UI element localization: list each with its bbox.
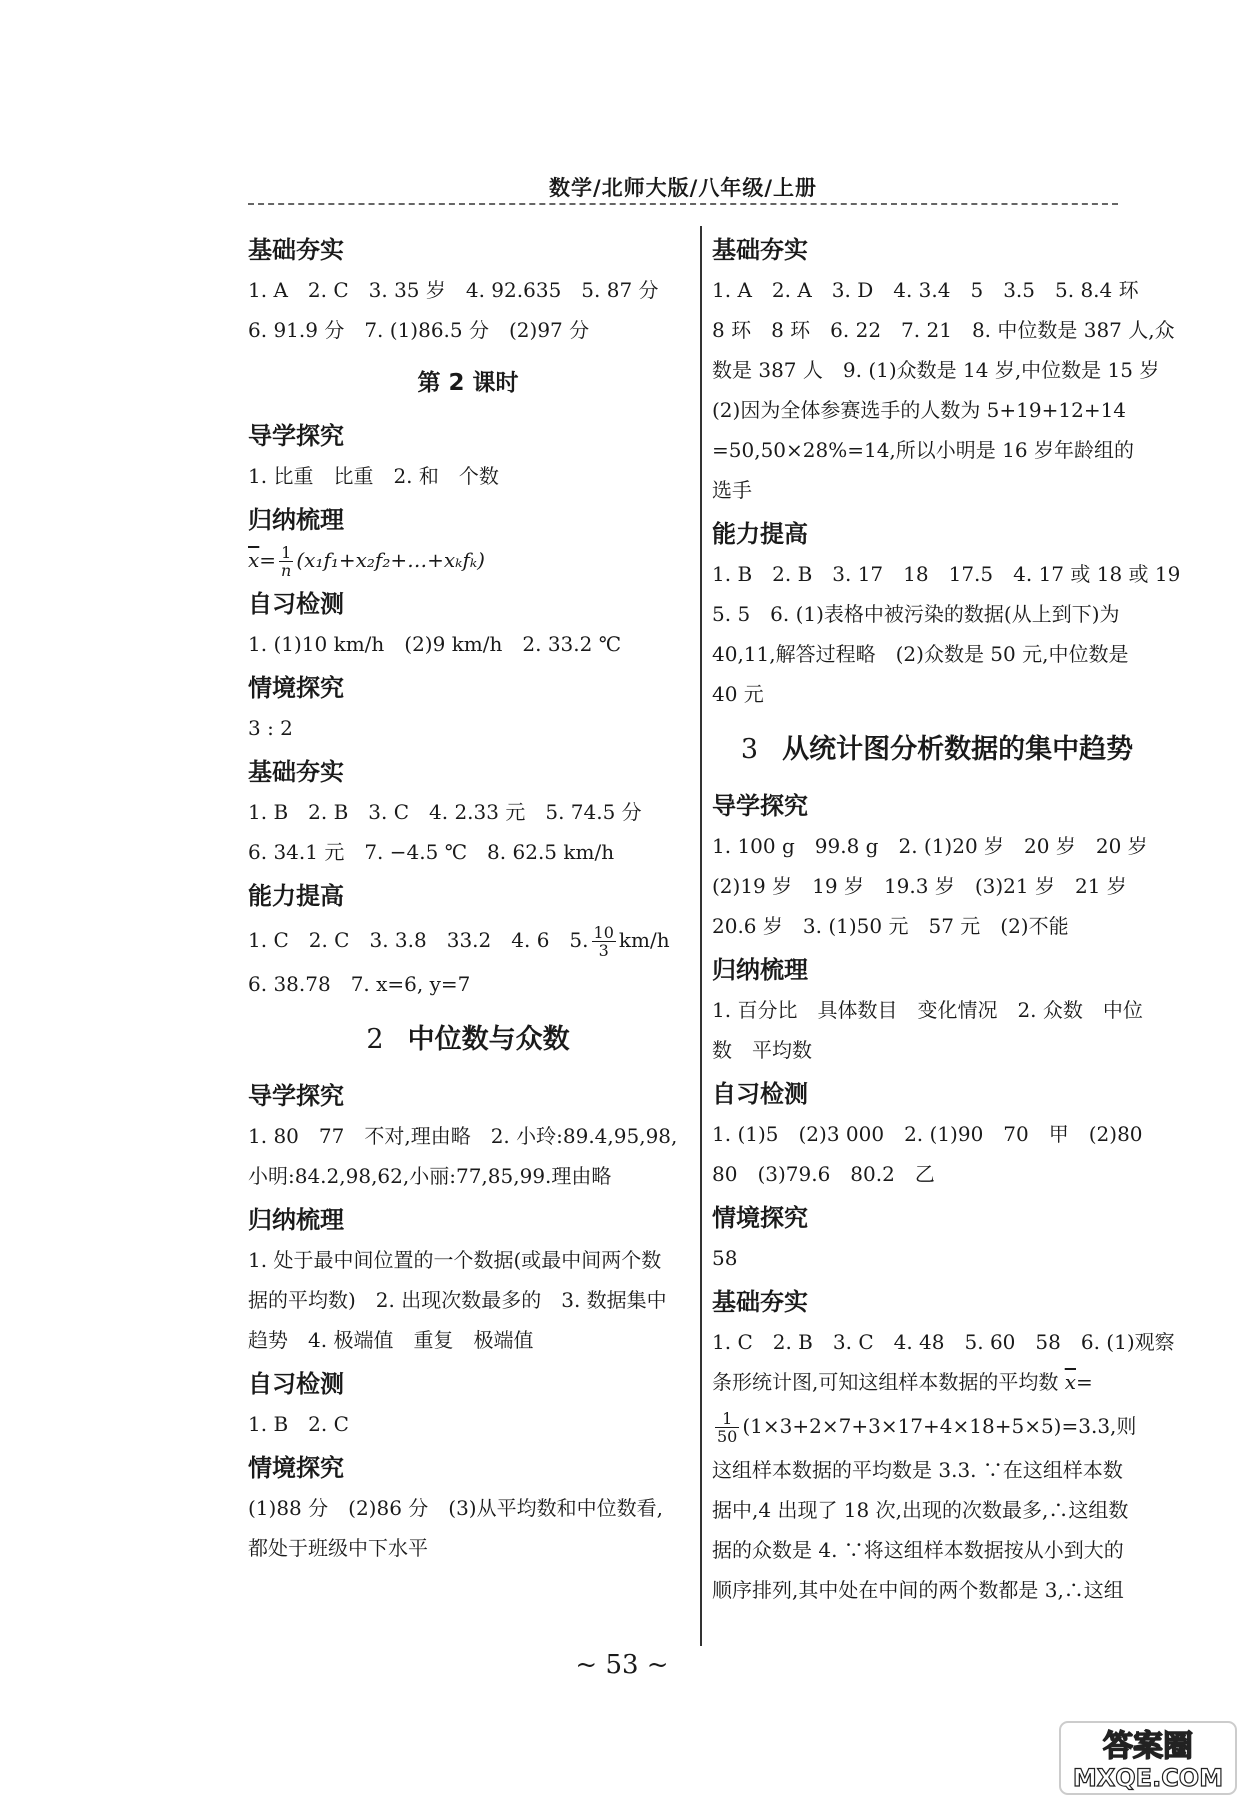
svg-text:答案圈: 答案圈: [1103, 1729, 1193, 1764]
section-title: [712, 722, 1162, 778]
answer-line: 6. 38.78 7. x=6, y=7: [248, 972, 471, 996]
answer-line: 1. 处于最中间位置的一个数据(或最中间两个数: [248, 1248, 662, 1272]
section-heading: 导学探究: [248, 1082, 344, 1110]
answer-line: 据的平均数) 2. 出现次数最多的 3. 数据集中: [248, 1288, 667, 1312]
lesson-title: 第 2 课时: [417, 370, 519, 396]
section-heading: 情境探究: [248, 674, 344, 702]
site-watermark-logo: [1058, 1720, 1238, 1796]
answer-line: 5. 5 6. (1)表格中被污染的数据(从上到下)为: [712, 602, 1120, 626]
x-bar-symbol: $\overline{x}$: [248, 548, 260, 572]
section-heading: 能力提高: [248, 882, 344, 910]
section-heading: 基础夯实: [712, 236, 808, 264]
answer-line: 8 环 8 环 6. 22 7. 21 8. 中位数是 387 人,众: [712, 318, 1175, 342]
page-number: ~ 53 ~: [575, 1650, 669, 1680]
section-name: 中位数与众数: [407, 1024, 570, 1055]
section-heading: 基础夯实: [712, 1288, 808, 1316]
section-number: 2: [366, 1024, 384, 1055]
answer-line: 1. (1)5 (2)3 000 2. (1)90 70 甲 (2)80: [712, 1122, 1143, 1146]
answer-line: 据的众数是 4. ∵将这组样本数据按从小到大的: [712, 1538, 1124, 1562]
section-heading: 情境探究: [712, 1204, 808, 1232]
answer-line: 1. (1)10 km/h (2)9 km/h 2. 33.2 ℃: [248, 632, 622, 656]
answer-line: 1. 80 77 不对,理由略 2. 小玲:89.4,95,98,: [248, 1124, 678, 1148]
answer-line: 20.6 岁 3. (1)50 元 57 元 (2)不能: [712, 914, 1069, 938]
answer-line: 1. 100 g 99.8 g 2. (1)20 岁 20 岁 20 岁: [712, 834, 1148, 858]
x-bar-symbol: $\overline{x}$: [1064, 1370, 1076, 1394]
answer-line: 顺序排列,其中处在中间的两个数都是 3,∴这组: [712, 1578, 1124, 1602]
header-divider: [248, 203, 1118, 205]
section-heading: 基础夯实: [248, 758, 344, 786]
answer-text: (1×3+2×7+3×17+4×18+5×5)=3.3,则: [742, 1414, 1137, 1438]
answer-line: 条形统计图,可知这组样本数据的平均数 $\overline{x}=$: [712, 1370, 1093, 1394]
section-heading: 自习检测: [248, 1370, 344, 1398]
unit-text: km/h: [618, 928, 670, 952]
answer-line: 趋势 4. 极端值 重复 极端值: [248, 1328, 534, 1352]
answer-line: 选手: [712, 478, 752, 502]
fraction: $\frac{1}{50}$: [717, 1409, 738, 1446]
answer-line: 小明:84.2,98,62,小丽:77,85,99.理由略: [248, 1164, 612, 1188]
section-heading: 导学探究: [712, 792, 808, 820]
answer-line: (2)因为全体参赛选手的人数为 5+19+12+14: [712, 398, 1127, 422]
answer-line: (2)19 岁 19 岁 19.3 岁 (3)21 岁 21 岁: [712, 874, 1127, 898]
section-title: [248, 1012, 688, 1068]
left-column: [248, 226, 688, 1568]
answer-line: 1. 比重 比重 2. 和 个数: [248, 464, 499, 488]
section-heading: 归纳梳理: [248, 506, 344, 534]
answer-line: [248, 916, 688, 964]
formula-body: (x₁f₁+x₂f₂+…+xₖfₖ): [296, 548, 485, 572]
answer-line: 40,11,解答过程略 (2)众数是 50 元,中位数是: [712, 642, 1129, 666]
section-heading: 归纳梳理: [248, 1206, 344, 1234]
answer-line: =50,50×28%=14,所以小明是 16 岁年龄组的: [712, 438, 1134, 462]
answer-line: 58: [712, 1246, 738, 1270]
answer-text: 条形统计图,可知这组样本数据的平均数: [712, 1370, 1059, 1394]
fraction: $\frac{10}{3}$: [593, 923, 614, 960]
section-heading: 自习检测: [712, 1080, 808, 1108]
answer-line: 都处于班级中下水平: [248, 1536, 428, 1560]
svg-text:MXQE.COM: MXQE.COM: [1072, 1764, 1224, 1792]
section-name: 从统计图分析数据的集中趋势: [782, 734, 1134, 765]
answer-line: 这组样本数据的平均数是 3.3. ∵在这组样本数: [712, 1458, 1123, 1482]
column-divider: [700, 226, 702, 1646]
answer-line: 1. A 2. A 3. D 4. 3.4 5 3.5 5. 8.4 环: [712, 278, 1139, 302]
answer-line: (1)88 分 (2)86 分 (3)从平均数和中位数看,: [248, 1496, 663, 1520]
section-heading: 基础夯实: [248, 236, 344, 264]
section-heading: 能力提高: [712, 520, 808, 548]
right-column: [712, 226, 1181, 1610]
answer-line: 据中,4 出现了 18 次,出现的次数最多,∴这组数: [712, 1498, 1129, 1522]
running-header: 数学/北师大版/八年级/上册: [548, 176, 817, 200]
answer-line: 1. B 2. B 3. 17 18 17.5 4. 17 或 18 或 19: [712, 562, 1181, 586]
answer-line: 6. 34.1 元 7. −4.5 ℃ 8. 62.5 km/h: [248, 840, 615, 864]
section-number: 3: [740, 734, 759, 765]
answer-line: 1. 百分比 具体数目 变化情况 2. 众数 中位: [712, 998, 1143, 1022]
answer-line: 数 平均数: [712, 1038, 812, 1062]
answer-line: 3 : 2: [248, 716, 293, 740]
answer-line: 数是 387 人 9. (1)众数是 14 岁,中位数是 15 岁: [712, 358, 1160, 382]
answer-line: 1. A 2. C 3. 35 岁 4. 92.635 5. 87 分: [248, 278, 659, 302]
answer-line: 40 元: [712, 682, 764, 706]
mean-formula: $\overline{x}=$ $\frac{1}{n}$ (x₁f₁+x₂f₂+…+xₖfₖ): [248, 543, 485, 580]
answer-line: [712, 1402, 1162, 1450]
answer-text: 1. C 2. C 3. 3.8 33.2 4. 6 5.: [248, 928, 589, 952]
section-heading: 导学探究: [248, 422, 344, 450]
section-heading: 归纳梳理: [712, 956, 808, 984]
answer-line: 1. B 2. B 3. C 4. 2.33 元 5. 74.5 分: [248, 800, 642, 824]
answer-line: 1. B 2. C: [248, 1412, 349, 1436]
section-heading: 自习检测: [248, 590, 344, 618]
fraction: $\frac{1}{n}$: [281, 543, 292, 580]
answer-line: 80 (3)79.6 80.2 乙: [712, 1162, 935, 1186]
section-heading: 情境探究: [248, 1454, 344, 1482]
answer-line: 1. C 2. B 3. C 4. 48 5. 60 58 6. (1)观察: [712, 1330, 1175, 1354]
answer-line: 6. 91.9 分 7. (1)86.5 分 (2)97 分: [248, 318, 590, 342]
